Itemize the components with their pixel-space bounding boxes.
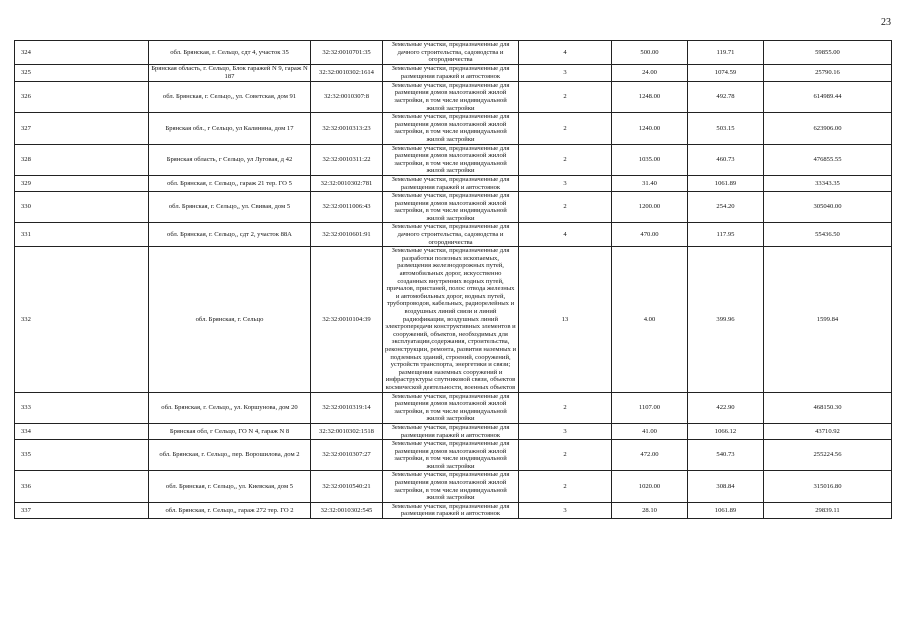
area-cell: 31.40: [612, 175, 688, 191]
row-number: 327: [15, 113, 149, 144]
address-cell: Брянская область, г Сельцо, ул Луговая, д 42: [149, 144, 311, 175]
cadastral-value-cell: 468150.30: [764, 392, 892, 423]
land-use-cell: Земельные участки, предназначенные для размещения домов малоэтажной жилой застройки, в том числе индивидуальной жилой застройки: [383, 440, 519, 471]
cadastral-value-cell: 59855.00: [764, 41, 892, 65]
table-row: [15, 64, 892, 81]
cadastral-number-cell: 32:32:0010540:21: [311, 471, 383, 502]
table-row: [15, 502, 892, 518]
area-cell: 1107.00: [612, 392, 688, 423]
area-cell: 4.00: [612, 247, 688, 392]
row-number: 325: [15, 64, 149, 81]
cadastral-number-cell: 32:32:0010311:22: [311, 144, 383, 175]
table-row: [15, 423, 892, 439]
table-row: [15, 81, 892, 112]
group-cell: 3: [519, 502, 612, 518]
address-cell: обл. Брянская, г. Сельцо,, ул. Советская, дом 91: [149, 81, 311, 112]
address-cell: обл. Брянская, г. Сельцо, сдт 4, участок 35: [149, 41, 311, 65]
cadastral-number-cell: 32:32:0010313:23: [311, 113, 383, 144]
area-cell: 28.10: [612, 502, 688, 518]
land-use-cell: Земельные участки, предназначенные для размещения домов малоэтажной жилой застройки, в том числе индивидуальной жилой застройки: [383, 113, 519, 144]
cadastral-number-cell: 32:32:0010302:1614: [311, 64, 383, 81]
address-cell: обл. Брянская, г. Сельцо: [149, 247, 311, 392]
cadastral-value-cell: 29839.11: [764, 502, 892, 518]
address-cell: обл. Брянская, г. Сельцо,, гараж 272 тер. ГО 2: [149, 502, 311, 518]
rate-cell: 503.15: [688, 113, 764, 144]
row-number: 332: [15, 247, 149, 392]
table-row: [15, 223, 892, 247]
cadastral-number-cell: 32:32:0010319:14: [311, 392, 383, 423]
rate-cell: 540.73: [688, 440, 764, 471]
table-row: [15, 175, 892, 191]
area-cell: 1248.00: [612, 81, 688, 112]
land-use-cell: Земельные участки, предназначенные для размещения гаражей и автостоянок: [383, 64, 519, 81]
land-use-cell: Земельные участки, предназначенные для размещения домов малоэтажной жилой застройки, в том числе индивидуальной жилой застройки: [383, 392, 519, 423]
address-cell: обл. Брянская, г. Сельцо,, ул. Киевская, дом 5: [149, 471, 311, 502]
row-number: 326: [15, 81, 149, 112]
address-cell: обл. Брянская, г. Сельцо,, ул. Свивая, дом 5: [149, 192, 311, 223]
row-number: 329: [15, 175, 149, 191]
land-use-cell: Земельные участки, предназначенные для размещения домов малоэтажной жилой застройки, в том числе индивидуальной жилой застройки: [383, 144, 519, 175]
group-cell: 2: [519, 471, 612, 502]
area-cell: 1035.00: [612, 144, 688, 175]
rate-cell: 1061.89: [688, 502, 764, 518]
area-cell: 1020.00: [612, 471, 688, 502]
cadastral-number-cell: 32:32:0010307:8: [311, 81, 383, 112]
cadastral-value-cell: 305040.00: [764, 192, 892, 223]
cadastral-number-cell: 32:32:0010701:35: [311, 41, 383, 65]
address-cell: обл. Брянская, г. Сельцо,, пер. Ворошилова, дом 2: [149, 440, 311, 471]
rate-cell: 422.90: [688, 392, 764, 423]
area-cell: 1240.00: [612, 113, 688, 144]
rate-cell: 1066.12: [688, 423, 764, 439]
cadastral-value-cell: 1599.84: [764, 247, 892, 392]
table-row: [15, 144, 892, 175]
group-cell: 2: [519, 440, 612, 471]
cadastral-number-cell: 32:32:0010302:781: [311, 175, 383, 191]
land-use-cell: Земельные участки, предназначенные для дачного строительства, садоводства и огородничества: [383, 223, 519, 247]
page-number: 23: [881, 17, 891, 28]
row-number: 330: [15, 192, 149, 223]
row-number: 333: [15, 392, 149, 423]
land-use-cell: Земельные участки, предназначенные для размещения гаражей и автостоянок: [383, 423, 519, 439]
table-row: [15, 247, 892, 392]
row-number: 337: [15, 502, 149, 518]
land-parcels-table: [14, 40, 892, 519]
group-cell: 3: [519, 64, 612, 81]
cadastral-number-cell: 32:32:0010104:39: [311, 247, 383, 392]
area-cell: 500.00: [612, 41, 688, 65]
table-row: [15, 192, 892, 223]
group-cell: 2: [519, 192, 612, 223]
area-cell: 41.00: [612, 423, 688, 439]
area-cell: 24.00: [612, 64, 688, 81]
address-cell: Брянская обл, г Сельцо, ГО N 4, гараж N 8: [149, 423, 311, 439]
table-row: [15, 471, 892, 502]
land-use-cell: Земельные участки, предназначенные для размещения домов малоэтажной жилой застройки, в том числе индивидуальной жилой застройки: [383, 81, 519, 112]
group-cell: 4: [519, 41, 612, 65]
rate-cell: 492.78: [688, 81, 764, 112]
group-cell: 3: [519, 423, 612, 439]
land-use-cell: Земельные участки, предназначенные для размещения домов малоэтажной жилой застройки, в том числе индивидуальной жилой застройки: [383, 192, 519, 223]
area-cell: 470.00: [612, 223, 688, 247]
group-cell: 13: [519, 247, 612, 392]
land-use-cell: Земельные участки, предназначенные для размещения гаражей и автостоянок: [383, 502, 519, 518]
rate-cell: 460.73: [688, 144, 764, 175]
table-body: [15, 41, 892, 519]
cadastral-value-cell: 55436.50: [764, 223, 892, 247]
group-cell: 2: [519, 144, 612, 175]
table-row: [15, 113, 892, 144]
row-number: 335: [15, 440, 149, 471]
area-cell: 472.00: [612, 440, 688, 471]
cadastral-value-cell: 33343.35: [764, 175, 892, 191]
row-number: 328: [15, 144, 149, 175]
cadastral-number-cell: 32:32:0010601:91: [311, 223, 383, 247]
land-use-cell: Земельные участки, предназначенные для размещения гаражей и автостоянок: [383, 175, 519, 191]
rate-cell: 1074.59: [688, 64, 764, 81]
rate-cell: 254.20: [688, 192, 764, 223]
cadastral-number-cell: 32:32:0010307:27: [311, 440, 383, 471]
rate-cell: 1061.89: [688, 175, 764, 191]
rate-cell: 117.95: [688, 223, 764, 247]
table-row: [15, 440, 892, 471]
rate-cell: 308.84: [688, 471, 764, 502]
cadastral-value-cell: 623906.00: [764, 113, 892, 144]
group-cell: 2: [519, 81, 612, 112]
cadastral-value-cell: 43710.92: [764, 423, 892, 439]
group-cell: 3: [519, 175, 612, 191]
table-row: [15, 41, 892, 65]
cadastral-number-cell: 32:32:0011006:43: [311, 192, 383, 223]
land-use-cell: Земельные участки, предназначенные для разработки полезных ископаемых, размещения железнодорожных путей, автомобильных дорог, искусственно созданных внутренних водных путей, причалов, пристаней, полос отвода железных и автомобильных дорог, водных путей, трубопроводов, кабельных, радиорелейных и воздушных линий связи и линий радиофикации, воздушных линий электропередачи конструктивных элементов и сооружений, объектов, необходимых для эксплуатации,содержания, строительства, реконструкции, ремонта, развития наземных и подземных зданий, строений, сооружений, устройств транспорта, энергетики и связи; размещения наземных сооружений и инфраструктуры спутниковой связи, объектов космической деятельности, военных объектов: [383, 247, 519, 392]
address-cell: Брянская обл., г Сельцо, ул Калинина, дом 17: [149, 113, 311, 144]
table-row: [15, 392, 892, 423]
row-number: 331: [15, 223, 149, 247]
address-cell: обл. Брянская, г. Сельцо,, ул. Коршунова, дом 20: [149, 392, 311, 423]
rate-cell: 399.96: [688, 247, 764, 392]
land-use-cell: Земельные участки, предназначенные для дачного строительства, садоводства и огородничества: [383, 41, 519, 65]
cadastral-value-cell: 315016.80: [764, 471, 892, 502]
row-number: 334: [15, 423, 149, 439]
group-cell: 2: [519, 392, 612, 423]
cadastral-number-cell: 32:32:0010302:1518: [311, 423, 383, 439]
row-number: 336: [15, 471, 149, 502]
cadastral-value-cell: 476855.55: [764, 144, 892, 175]
address-cell: обл. Брянская, г. Сельцо,, сдт 2, участок 88А: [149, 223, 311, 247]
cadastral-number-cell: 32:32:0010302:545: [311, 502, 383, 518]
group-cell: 4: [519, 223, 612, 247]
group-cell: 2: [519, 113, 612, 144]
cadastral-value-cell: 25790.16: [764, 64, 892, 81]
address-cell: Брянская область, г. Сельцо, Блок гаражей N 9, гараж N 187: [149, 64, 311, 81]
row-number: 324: [15, 41, 149, 65]
area-cell: 1200.00: [612, 192, 688, 223]
rate-cell: 119.71: [688, 41, 764, 65]
cadastral-value-cell: 614989.44: [764, 81, 892, 112]
cadastral-value-cell: 255224.56: [764, 440, 892, 471]
address-cell: обл. Брянская, г. Сельцо,, гараж 21 тер. ГО 5: [149, 175, 311, 191]
land-use-cell: Земельные участки, предназначенные для размещения домов малоэтажной жилой застройки, в том числе индивидуальной жилой застройки: [383, 471, 519, 502]
